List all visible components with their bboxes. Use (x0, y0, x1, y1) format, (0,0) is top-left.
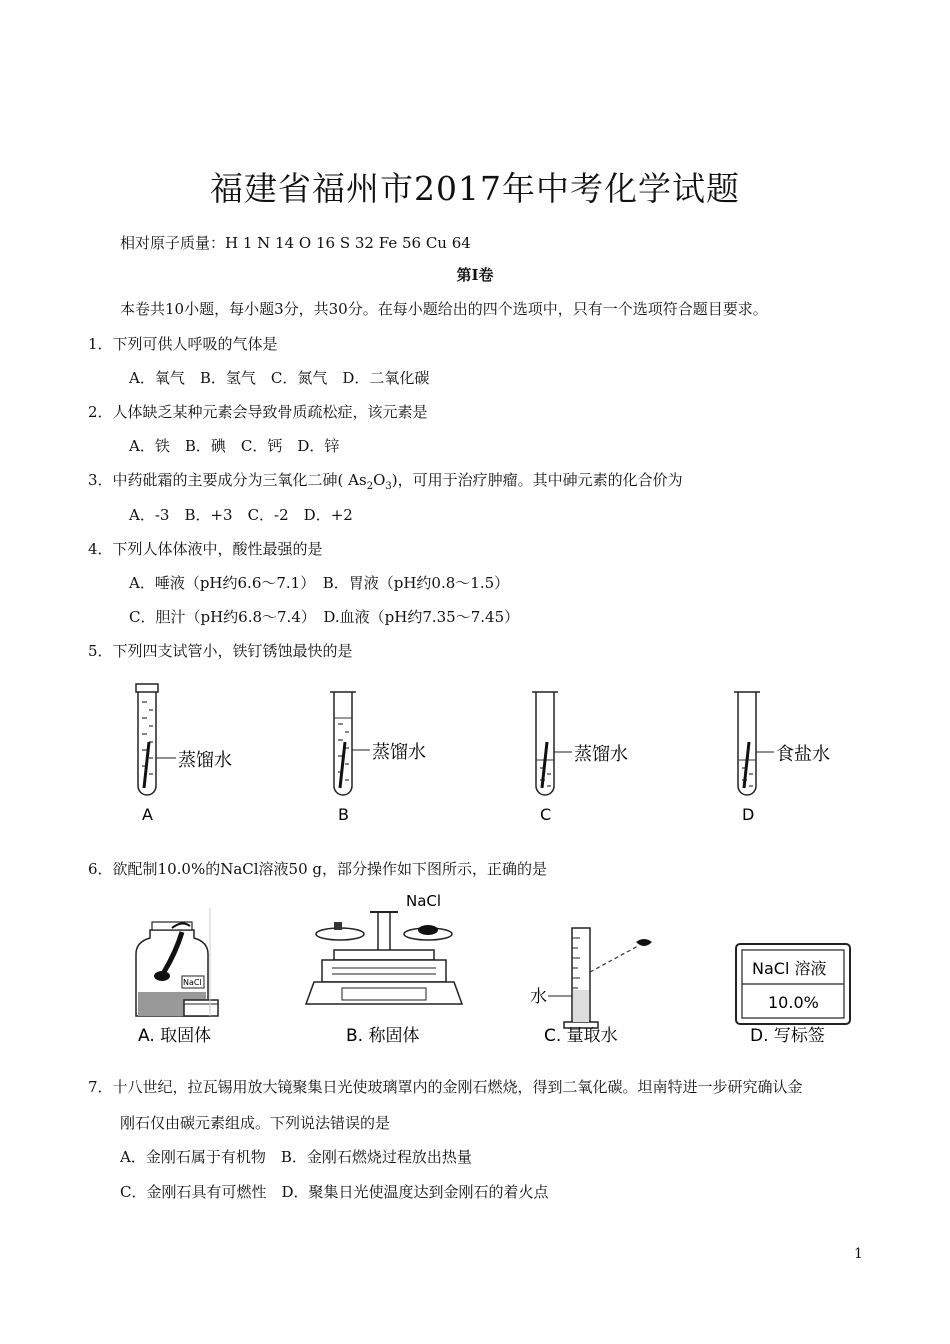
tube-c-label: 蒸馏水 (574, 744, 628, 765)
scale-label: NaCl (406, 892, 442, 910)
tube-d-label: 食盐水 (776, 744, 830, 765)
caption-c: C. 量取水 (544, 1026, 618, 1046)
tube-d-letter: D (742, 805, 755, 824)
tube-a-label: 蒸馏水 (178, 750, 232, 771)
exam-title: 福建省福州市2017年中考化学试题 (210, 169, 740, 208)
q7-options-ab: A．金刚石属于有机物 B．金刚石燃烧过程放出热量 (120, 1148, 472, 1166)
tag-line-2: 10.0% (768, 993, 819, 1012)
page-number: 1 (854, 1246, 863, 1262)
tube-a (136, 684, 232, 824)
op-d-write-label (736, 944, 850, 1046)
tube-d (734, 692, 830, 824)
q5-test-tubes-figure (120, 680, 840, 830)
q3-options: A．-3 B．+3 C．-2 D．+2 (129, 506, 353, 524)
water-label: 水 (530, 987, 547, 1007)
q4-options-cd: C．胆汁（pH约6.8～7.4） D.血液（pH约7.35～7.45） (129, 608, 520, 626)
tube-b (330, 692, 426, 824)
q7-stem-line1: 7．十八世纪，拉瓦锡用放大镜聚集日光使玻璃罩内的金刚石燃烧，得到二氧化碳。坦南特进一步研究确认金 (88, 1078, 803, 1096)
op-a-take-solid (136, 908, 218, 1046)
tube-b-letter: B (338, 805, 349, 824)
q7-stem-line2: 刚石仅由碳元素组成。下列说法错误的是 (120, 1114, 391, 1132)
tube-c-letter: C (540, 805, 552, 824)
atomic-mass-line: 相对原子质量：H 1 N 14 O 16 S 32 Fe 56 Cu 64 (120, 234, 471, 252)
q6-operations-figure (120, 888, 860, 1053)
bottle-label: NaCl (183, 978, 202, 987)
tag-line-1: NaCl 溶液 (752, 959, 827, 978)
caption-a: A. 取固体 (138, 1026, 212, 1046)
tube-c (532, 692, 628, 824)
q1-stem: 1．下列可供人呼吸的气体是 (88, 335, 278, 353)
q2-stem: 2．人体缺乏某种元素会导致骨质疏松症，该元素是 (88, 403, 428, 421)
tube-b-label: 蒸馏水 (372, 742, 426, 763)
caption-b: B. 称固体 (346, 1026, 420, 1046)
q7-options-cd: C．金刚石具有可燃性 D．聚集日光使温度达到金刚石的着火点 (120, 1183, 549, 1201)
tube-a-letter: A (142, 805, 153, 824)
q3-stem: 3．中药砒霜的主要成分为三氧化二砷( $As_2O_3$)，可用于治疗肿瘤。其中砷元素的化合价为 (88, 471, 683, 492)
op-b-weigh-solid (306, 892, 462, 1046)
q4-options-ab: A．唾液（pH约6.6～7.1） B．胃液（pH约0.8～1.5） (129, 574, 510, 592)
caption-d: D. 写标签 (750, 1026, 825, 1046)
q4-stem: 4．下列人体体液中，酸性最强的是 (88, 540, 323, 558)
section-heading: 第I卷 (456, 266, 494, 284)
op-c-measure-water (530, 928, 652, 1046)
q2-options: A．铁 B．碘 C．钙 D．锌 (129, 437, 340, 455)
instructions: 本卷共10小题，每小题3分，共30分。在每小题给出的四个选项中，只有一个选项符合题目要求。 (120, 300, 768, 318)
q5-stem: 5．下列四支试管小，铁钉锈蚀最快的是 (88, 642, 353, 660)
q1-options: A．氧气 B．氢气 C．氮气 D．二氧化碳 (129, 369, 430, 387)
q6-stem: 6．欲配制10.0%的NaCl溶液50 g，部分操作如下图所示，正确的是 (88, 860, 547, 878)
